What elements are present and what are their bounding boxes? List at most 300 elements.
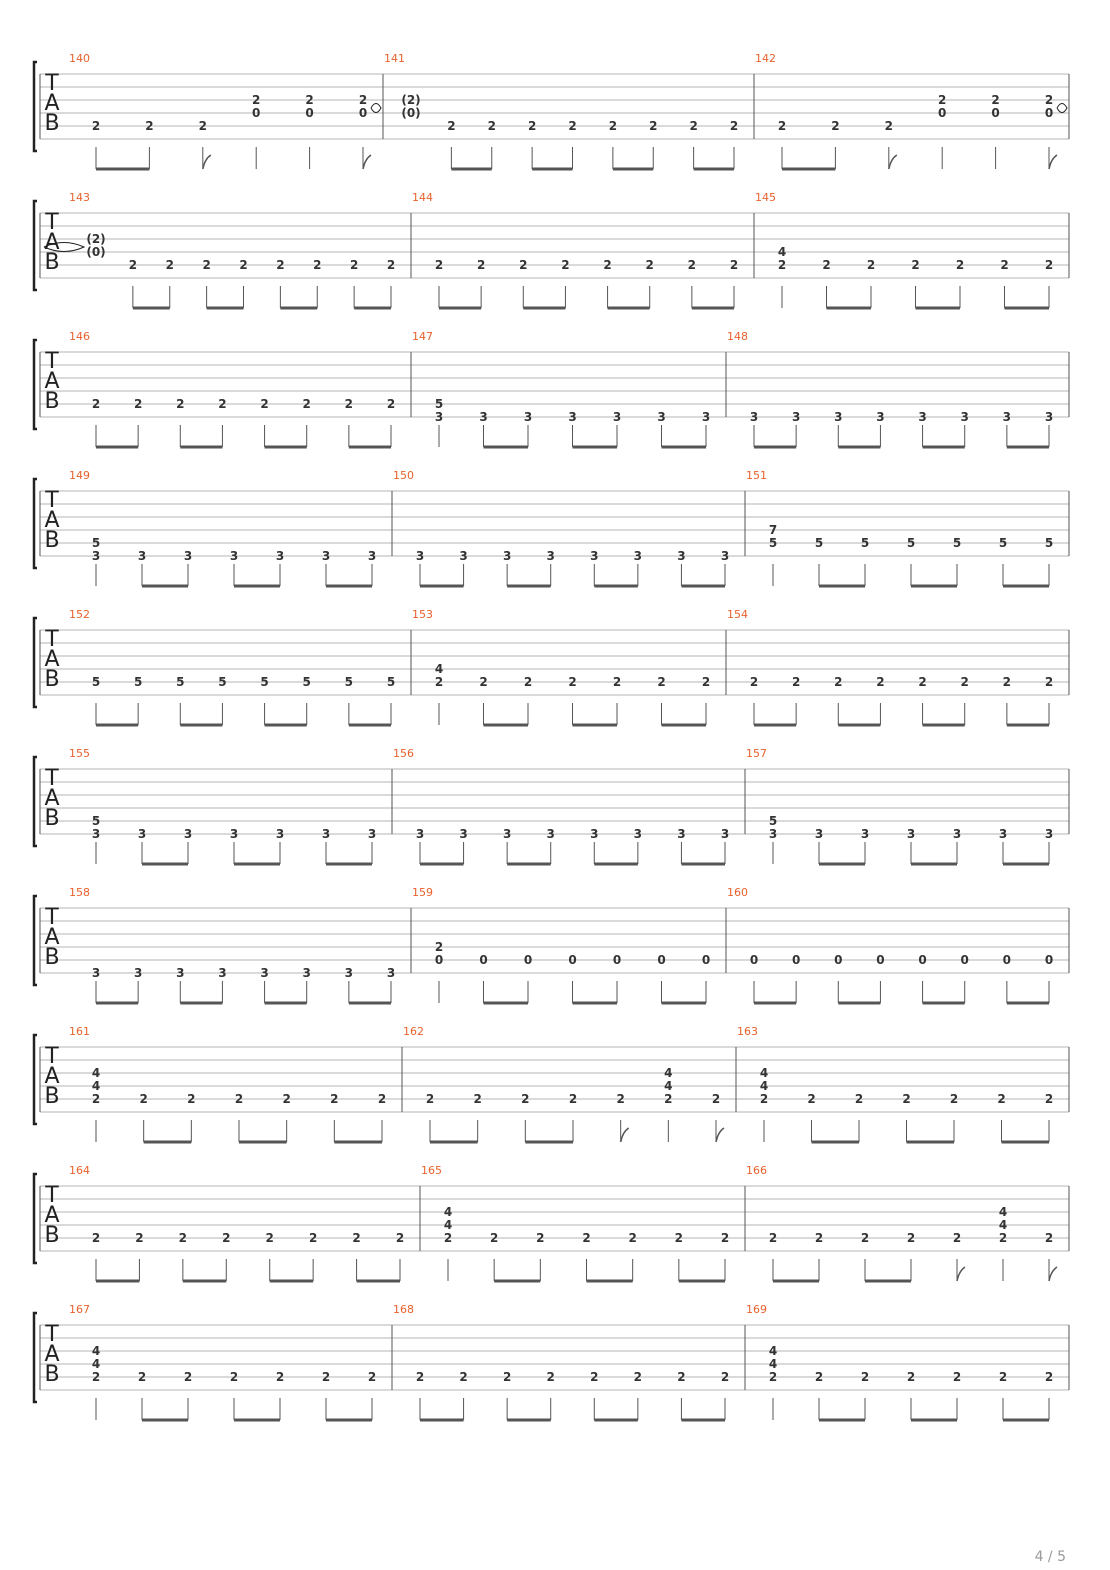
measure-number: 147 xyxy=(412,330,433,343)
system-bracket xyxy=(34,62,37,151)
fret-number: 3 xyxy=(791,410,801,424)
tab-event xyxy=(677,827,685,864)
fret-number: 2 xyxy=(91,1370,101,1384)
fret-number: 5 xyxy=(91,814,101,828)
fret-number: 2 xyxy=(377,1092,387,1106)
fret-number: 3 xyxy=(479,410,488,424)
tab-clef-letter: T xyxy=(45,905,59,930)
tab-event xyxy=(594,549,642,586)
fret-number: 5 xyxy=(260,675,269,689)
fret-number: 2 xyxy=(260,397,269,411)
tab-clef-letter: A xyxy=(44,369,60,394)
tab-clef-letter: T xyxy=(45,627,59,652)
tab-clef-letter: T xyxy=(45,1044,59,1069)
fret-number: 2 xyxy=(91,397,101,411)
fret-number: 3 xyxy=(91,966,101,980)
tab-event xyxy=(142,549,192,586)
fret-number: 2 xyxy=(664,1092,673,1106)
tab-event xyxy=(479,675,487,725)
tab-event xyxy=(750,953,758,1003)
fret-number: 0 xyxy=(701,953,711,967)
tab-event xyxy=(426,1092,434,1142)
tab-event xyxy=(435,662,443,725)
tab-event xyxy=(179,1231,187,1281)
tab-event xyxy=(260,966,268,1003)
measure xyxy=(69,886,395,1003)
fret-number: 0 xyxy=(479,953,488,967)
fret-number: 3 xyxy=(860,827,870,841)
fret-number: 3 xyxy=(720,549,730,563)
fret-number: 3 xyxy=(344,966,354,980)
fret-number: 2 xyxy=(729,258,739,272)
tab-event xyxy=(815,827,823,864)
fret-number: 3 xyxy=(590,827,599,841)
measure-number: 159 xyxy=(412,886,433,899)
tab-event xyxy=(769,523,777,586)
fret-number: 2 xyxy=(568,675,577,689)
fret-number: 2 xyxy=(902,1092,911,1106)
fret-number: 2 xyxy=(434,940,444,954)
measure xyxy=(403,1025,724,1142)
measure xyxy=(421,1164,729,1281)
fret-number: 0 xyxy=(834,953,843,967)
fret-number: 2 xyxy=(628,1231,637,1245)
tab-event xyxy=(322,827,330,864)
system-bracket xyxy=(34,757,37,846)
measure xyxy=(393,469,729,586)
tab-system xyxy=(34,886,1069,1003)
measure-number: 155 xyxy=(69,747,90,760)
fret-number: 3 xyxy=(229,827,239,841)
fret-number: 0 xyxy=(252,106,261,120)
fret-number: 2 xyxy=(275,1370,285,1384)
fret-number: 3 xyxy=(814,827,824,841)
tab-event xyxy=(999,827,1007,864)
tab-clef-letter: A xyxy=(44,925,60,950)
tab-clef-letter: T xyxy=(45,1183,59,1208)
fret-number: 2 xyxy=(133,397,143,411)
tab-event xyxy=(447,119,455,169)
tab-system xyxy=(34,747,1069,864)
fret-number: 0 xyxy=(991,106,1000,120)
fret-number: 0 xyxy=(1044,106,1054,120)
fret-number: 0 xyxy=(657,953,666,967)
fret-number: 2 xyxy=(128,258,138,272)
tab-event xyxy=(750,410,758,447)
fret-number: 2 xyxy=(234,1092,244,1106)
tab-event xyxy=(938,93,946,169)
fret-number: 3 xyxy=(321,827,331,841)
system-bracket xyxy=(34,340,37,429)
fret-number: 2 xyxy=(860,1370,870,1384)
tab-event xyxy=(609,119,617,169)
fret-number: 0 xyxy=(568,953,577,967)
tab-event xyxy=(138,549,146,586)
fret-number: 3 xyxy=(633,827,643,841)
fret-number: 2 xyxy=(521,1092,530,1106)
tab-system xyxy=(34,469,1069,586)
tab-event xyxy=(590,827,598,864)
tab-event xyxy=(1007,410,1053,447)
tab-event xyxy=(507,827,555,864)
measure xyxy=(746,1303,1053,1420)
fret-number: 2 xyxy=(687,258,697,272)
measure xyxy=(412,886,710,1003)
tab-event xyxy=(503,1370,511,1420)
fret-number: 4 xyxy=(664,1066,673,1080)
tab-event xyxy=(861,1231,869,1281)
fret-number: 2 xyxy=(677,1370,686,1384)
measure xyxy=(746,1164,1057,1281)
measure-number: 165 xyxy=(421,1164,442,1177)
fret-number: 0 xyxy=(791,953,801,967)
measure xyxy=(746,747,1053,864)
fret-number: 2 xyxy=(884,119,893,133)
fret-number: 2 xyxy=(1044,93,1054,107)
tab-event xyxy=(907,1370,915,1420)
tab-event xyxy=(345,397,353,447)
fret-number: 4 xyxy=(91,1344,101,1358)
fret-number: 2 xyxy=(729,119,739,133)
measure-number: 151 xyxy=(746,469,767,482)
fret-number: 3 xyxy=(434,410,444,424)
fret-number: (2) xyxy=(401,93,421,107)
tab-event xyxy=(819,827,869,864)
tab-event xyxy=(1045,93,1067,169)
fret-number: 2 xyxy=(519,258,528,272)
note-flag xyxy=(203,155,211,169)
fret-number: 2 xyxy=(308,1231,318,1245)
measure xyxy=(69,1164,404,1281)
fret-number: 5 xyxy=(1044,536,1054,550)
fret-number: 2 xyxy=(674,1231,684,1245)
measure xyxy=(384,52,738,169)
fret-number: 3 xyxy=(367,549,377,563)
measure-number: 160 xyxy=(727,886,748,899)
fret-number: 3 xyxy=(302,966,311,980)
fret-number: 2 xyxy=(447,119,456,133)
tab-event xyxy=(902,1092,910,1142)
tab-event xyxy=(235,1092,243,1142)
fret-number: 2 xyxy=(139,1092,148,1106)
fret-number: 2 xyxy=(349,258,359,272)
tab-event xyxy=(503,549,511,586)
fret-number: 2 xyxy=(302,397,311,411)
measure-number: 141 xyxy=(384,52,405,65)
tab-event xyxy=(420,549,468,586)
fret-number: 5 xyxy=(176,675,185,689)
fret-number: 2 xyxy=(777,119,787,133)
tab-event xyxy=(326,549,376,586)
fret-number: 3 xyxy=(998,827,1008,841)
fret-number: 5 xyxy=(814,536,824,550)
measure xyxy=(393,747,729,864)
measure xyxy=(69,330,395,447)
fret-number: 2 xyxy=(358,93,368,107)
fret-number: 0 xyxy=(918,953,927,967)
fret-number: 2 xyxy=(906,1370,916,1384)
tab-event xyxy=(92,536,100,586)
system-bracket xyxy=(34,1313,37,1402)
tab-event xyxy=(681,549,729,586)
fret-number: 0 xyxy=(938,106,947,120)
fret-number: 3 xyxy=(768,827,778,841)
tab-event xyxy=(435,397,443,447)
fret-number: 7 xyxy=(768,523,778,537)
tab-event xyxy=(681,827,729,864)
tab-event xyxy=(568,953,576,1003)
fret-number: 2 xyxy=(434,258,444,272)
fret-number: 2 xyxy=(876,675,885,689)
tab-event xyxy=(305,93,313,169)
tab-event xyxy=(416,549,424,586)
fret-number: 2 xyxy=(768,1370,778,1384)
tab-system xyxy=(34,330,1069,447)
tab-event xyxy=(230,1370,238,1420)
tab-event xyxy=(138,1370,146,1420)
fret-number: 2 xyxy=(991,93,1000,107)
measure xyxy=(755,52,1067,169)
fret-number: 5 xyxy=(906,536,916,550)
fret-number: 4 xyxy=(759,1079,769,1093)
tab-event xyxy=(142,827,192,864)
tab-event xyxy=(129,258,137,308)
tab-event xyxy=(276,258,284,308)
fret-number: 2 xyxy=(854,1092,864,1106)
tab-event xyxy=(750,675,758,725)
fret-number: 2 xyxy=(822,258,831,272)
tab-event xyxy=(769,1344,777,1420)
tab-event xyxy=(176,966,184,1003)
tab-event xyxy=(677,1370,685,1420)
fret-number: 3 xyxy=(459,549,468,563)
fret-number: 0 xyxy=(358,106,368,120)
tab-event xyxy=(568,675,576,725)
tab-event xyxy=(352,1231,360,1281)
tab-event xyxy=(834,675,842,725)
fret-number: 4 xyxy=(777,245,787,259)
fret-number: 5 xyxy=(302,675,311,689)
measure-number: 148 xyxy=(727,330,748,343)
tab-event xyxy=(330,1092,338,1142)
measure xyxy=(69,608,395,725)
fret-number: 0 xyxy=(523,953,533,967)
tab-event xyxy=(484,410,533,447)
fret-number: 2 xyxy=(145,119,154,133)
fret-number: 2 xyxy=(536,1231,545,1245)
tab-event xyxy=(92,1344,100,1420)
tab-event xyxy=(435,940,443,1003)
measure-number: 150 xyxy=(393,469,414,482)
fret-number: 3 xyxy=(321,549,331,563)
tab-event xyxy=(420,827,468,864)
fret-number: 4 xyxy=(768,1357,778,1371)
fret-number: 2 xyxy=(831,119,840,133)
note-flag xyxy=(957,1267,965,1281)
fret-number: 2 xyxy=(711,1092,721,1106)
fret-number: 3 xyxy=(1044,410,1054,424)
tie-arc xyxy=(1057,104,1067,113)
measure-number: 167 xyxy=(69,1303,90,1316)
fret-number: 2 xyxy=(603,258,612,272)
tab-clef-letter: A xyxy=(44,647,60,672)
fret-number: 2 xyxy=(768,1231,778,1245)
measure xyxy=(412,191,738,308)
tab-clef-letter: A xyxy=(44,230,60,255)
fret-number: 2 xyxy=(616,1092,625,1106)
fret-number: 2 xyxy=(1044,1370,1054,1384)
tab-clef-letter: B xyxy=(44,389,60,414)
fret-number: 2 xyxy=(759,1092,769,1106)
fret-number: 2 xyxy=(276,258,285,272)
fret-number: 3 xyxy=(218,966,227,980)
fret-number: 2 xyxy=(918,675,927,689)
tab-event xyxy=(590,549,598,586)
fret-number: 2 xyxy=(561,258,570,272)
tab-event xyxy=(345,675,353,725)
system-bracket xyxy=(34,896,37,985)
fret-number: 4 xyxy=(443,1218,453,1232)
measure-number: 144 xyxy=(412,191,433,204)
page-number: 4 / 5 xyxy=(1034,1549,1066,1565)
tab-event xyxy=(997,1092,1005,1142)
system-bracket xyxy=(34,1174,37,1263)
tab-clef-letter: T xyxy=(45,1322,59,1347)
tab-clef-letter: A xyxy=(44,1203,60,1228)
fret-number: 3 xyxy=(701,410,711,424)
fret-number: 3 xyxy=(91,827,101,841)
fret-number: 2 xyxy=(906,1231,916,1245)
fret-number: 0 xyxy=(876,953,885,967)
fret-number: 3 xyxy=(546,549,555,563)
fret-number: 3 xyxy=(657,410,666,424)
fret-number: 4 xyxy=(998,1218,1008,1232)
fret-number: 2 xyxy=(701,675,711,689)
measure xyxy=(727,608,1053,725)
tab-clef-letter: A xyxy=(44,1342,60,1367)
fret-number: 2 xyxy=(814,1370,824,1384)
fret-number: (0) xyxy=(86,245,106,259)
fret-number: 3 xyxy=(677,549,686,563)
tab-event xyxy=(176,675,184,725)
fret-number: 3 xyxy=(183,827,193,841)
fret-number: 3 xyxy=(834,410,843,424)
fret-number: 2 xyxy=(187,1092,196,1106)
tab-event xyxy=(769,1231,777,1281)
fret-number: 2 xyxy=(1044,1092,1054,1106)
tab-event xyxy=(675,1231,683,1281)
fret-number: 3 xyxy=(229,549,239,563)
measure-number: 145 xyxy=(755,191,776,204)
tab-event xyxy=(139,1092,147,1142)
tab-event xyxy=(521,1092,529,1142)
tab-event xyxy=(918,953,926,1003)
tab-event xyxy=(349,966,395,1003)
fret-number: 2 xyxy=(834,675,843,689)
fret-number: 2 xyxy=(952,1370,962,1384)
fret-number: 2 xyxy=(476,258,486,272)
measure-number: 154 xyxy=(727,608,748,621)
tab-event xyxy=(138,827,146,864)
fret-number: 5 xyxy=(386,675,396,689)
fret-number: 4 xyxy=(91,1079,101,1093)
fret-number: 2 xyxy=(395,1231,405,1245)
measure-number: 169 xyxy=(746,1303,767,1316)
fret-number: 2 xyxy=(443,1231,453,1245)
fret-number: 5 xyxy=(91,675,101,689)
tab-event xyxy=(322,549,330,586)
fret-number: 2 xyxy=(998,1370,1008,1384)
tab-event xyxy=(260,397,268,447)
fret-number: 2 xyxy=(330,1092,339,1106)
tab-event xyxy=(657,410,665,447)
measure xyxy=(727,886,1053,1003)
fret-number: 3 xyxy=(183,549,193,563)
fret-number: 2 xyxy=(612,675,622,689)
fret-number: 2 xyxy=(997,1092,1006,1106)
tab-event xyxy=(918,410,926,447)
tab-event xyxy=(664,1066,672,1142)
fret-number: 2 xyxy=(749,675,759,689)
measure-number: 153 xyxy=(412,608,433,621)
fret-number: 2 xyxy=(165,258,174,272)
tab-event xyxy=(999,1370,1007,1420)
tab-event xyxy=(180,966,226,1003)
tab-event xyxy=(252,93,260,169)
tab-event xyxy=(92,966,100,1003)
note-flag xyxy=(1049,155,1057,169)
note-flag xyxy=(716,1128,724,1142)
fret-number: 2 xyxy=(777,258,787,272)
tab-event xyxy=(582,1231,590,1281)
tab-event xyxy=(603,258,611,308)
fret-number: 2 xyxy=(239,258,248,272)
tab-clef-letter: B xyxy=(44,806,60,831)
fret-number: 2 xyxy=(955,258,965,272)
tab-event xyxy=(322,1370,330,1420)
tab-event xyxy=(503,827,511,864)
tab-event xyxy=(1003,410,1011,447)
tab-event xyxy=(1003,953,1011,1003)
fret-number: 5 xyxy=(133,675,143,689)
fret-number: 2 xyxy=(252,93,261,107)
tab-system xyxy=(34,1303,1069,1420)
tab-clef-letter: T xyxy=(45,488,59,513)
fret-number: 2 xyxy=(91,1092,101,1106)
fret-number: 2 xyxy=(176,397,185,411)
tab-event xyxy=(230,549,238,586)
fret-number: 2 xyxy=(352,1231,361,1245)
tab-clef-letter: A xyxy=(44,508,60,533)
measure-number: 156 xyxy=(393,747,414,760)
tab-system xyxy=(34,1025,1069,1142)
fret-number: 2 xyxy=(367,1370,377,1384)
fret-number: 3 xyxy=(459,827,468,841)
tab-event xyxy=(999,536,1007,586)
fret-number: 2 xyxy=(229,1370,239,1384)
fret-number: 2 xyxy=(459,1370,468,1384)
fret-number: 2 xyxy=(657,675,666,689)
tab-event xyxy=(490,1231,498,1281)
measure-number: 142 xyxy=(755,52,776,65)
tab-event xyxy=(479,410,487,447)
measure xyxy=(746,469,1053,586)
fret-number: (2) xyxy=(86,232,106,246)
fret-number: 3 xyxy=(568,410,577,424)
fret-number: 2 xyxy=(633,1370,643,1384)
fret-number: 2 xyxy=(265,1231,274,1245)
tab-event xyxy=(657,675,665,725)
